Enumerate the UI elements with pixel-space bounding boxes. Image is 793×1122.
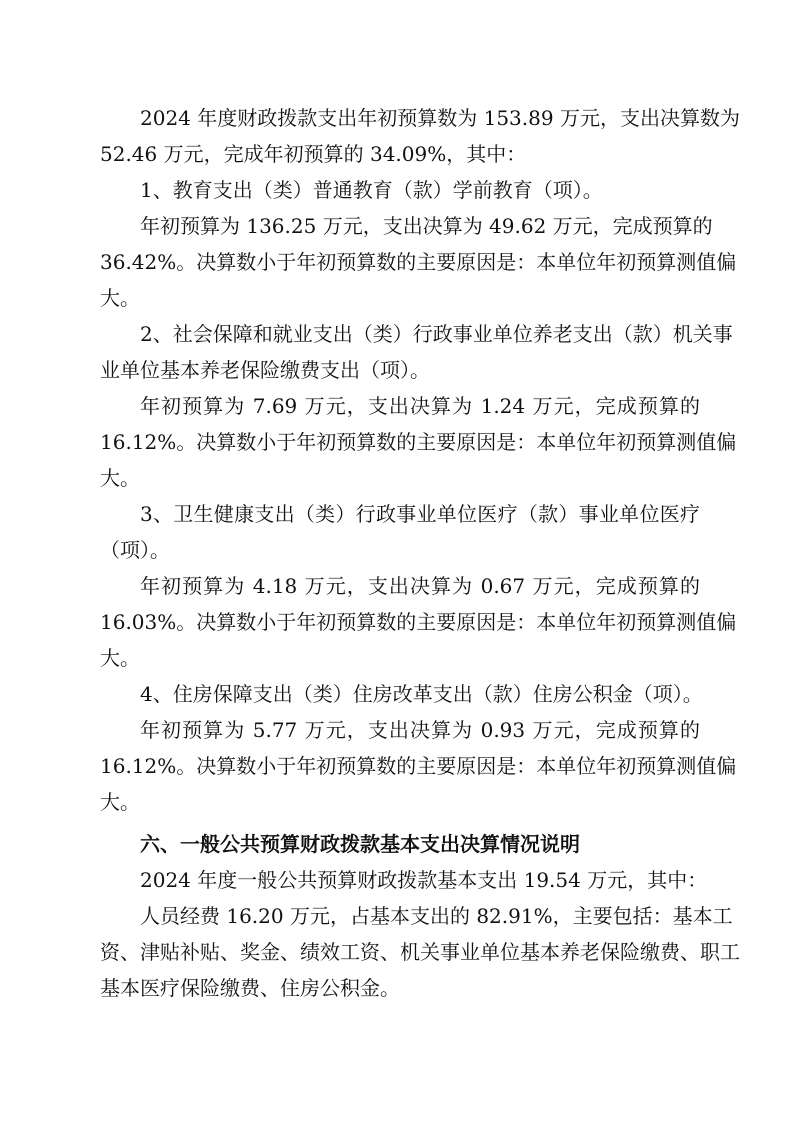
paragraph (100, 208, 737, 316)
paragraph (100, 496, 700, 568)
paragraph-line: 16.03%。决算数小于年初预算数的主要原因是：本单位年初预算测值偏 (100, 610, 737, 634)
paragraph-line: 业单位基本养老保险缴费支出（项）。 (100, 358, 430, 382)
paragraph-line: 16.12%。决算数小于年初预算数的主要原因是：本单位年初预算测值偏 (100, 430, 737, 454)
paragraph-line: 52.46 万元，完成年初预算的 34.09%，其中： (100, 142, 527, 166)
paragraph-line: 2、社会保障和就业支出（类）行政事业单位养老支出（款）机关事 (140, 322, 733, 346)
paragraph (100, 676, 703, 712)
paragraph-line: 年初预算为 7.69 万元，支出决算为 1.24 万元，完成预算的 (140, 394, 700, 418)
paragraph-line: 4、住房保障支出（类）住房改革支出（款）住房公积金（项）。 (140, 682, 703, 706)
paragraph (100, 388, 737, 496)
paragraph-line: 3、卫生健康支出（类）行政事业单位医疗（款）事业单位医疗 (140, 502, 700, 526)
paragraph-line: 基本医疗保险缴费、住房公积金。 (100, 976, 400, 1000)
paragraph-line: 2024 年度财政拨款支出年初预算数为 153.89 万元，支出决算数为 (140, 106, 740, 130)
paragraph-line: 16.12%。决算数小于年初预算数的主要原因是：本单位年初预算测值偏 (100, 754, 737, 778)
heading-text: 六、一般公共预算财政拨款基本支出决算情况说明 (140, 832, 580, 856)
paragraph (100, 712, 737, 820)
paragraph-line: 大。 (100, 646, 140, 670)
paragraph-line: 资、津贴补贴、奖金、绩效工资、机关事业单位基本养老保险缴费、职工 (100, 940, 740, 964)
paragraph-line: 36.42%。决算数小于年初预算数的主要原因是：本单位年初预算测值偏 (100, 250, 737, 274)
paragraph-line: 2024 年度一般公共预算财政拨款基本支出 19.54 万元，其中： (140, 868, 708, 892)
paragraph (100, 172, 700, 208)
paragraph (100, 898, 740, 1006)
paragraph-line: 人员经费 16.20 万元，占基本支出的 82.91%，主要包括：基本工 (140, 904, 733, 928)
document-page (100, 100, 740, 1006)
paragraph-line: 年初预算为 5.77 万元，支出决算为 0.93 万元，完成预算的 (140, 718, 700, 742)
paragraph-line: 大。 (100, 286, 140, 310)
paragraph-line: 大。 (100, 466, 140, 490)
paragraph (100, 568, 737, 676)
paragraph-line: 1、教育支出（类）普通教育（款）学前教育（项）。 (140, 178, 603, 202)
paragraph-line: （项）。 (100, 538, 170, 562)
paragraph (100, 316, 733, 388)
paragraph (100, 862, 708, 898)
paragraph (100, 100, 740, 172)
section-heading (100, 826, 700, 862)
paragraph-line: 大。 (100, 790, 140, 814)
paragraph-line: 年初预算为 4.18 万元，支出决算为 0.67 万元，完成预算的 (140, 574, 700, 598)
paragraph-line: 年初预算为 136.25 万元，支出决算为 49.62 万元，完成预算的 (140, 214, 713, 238)
